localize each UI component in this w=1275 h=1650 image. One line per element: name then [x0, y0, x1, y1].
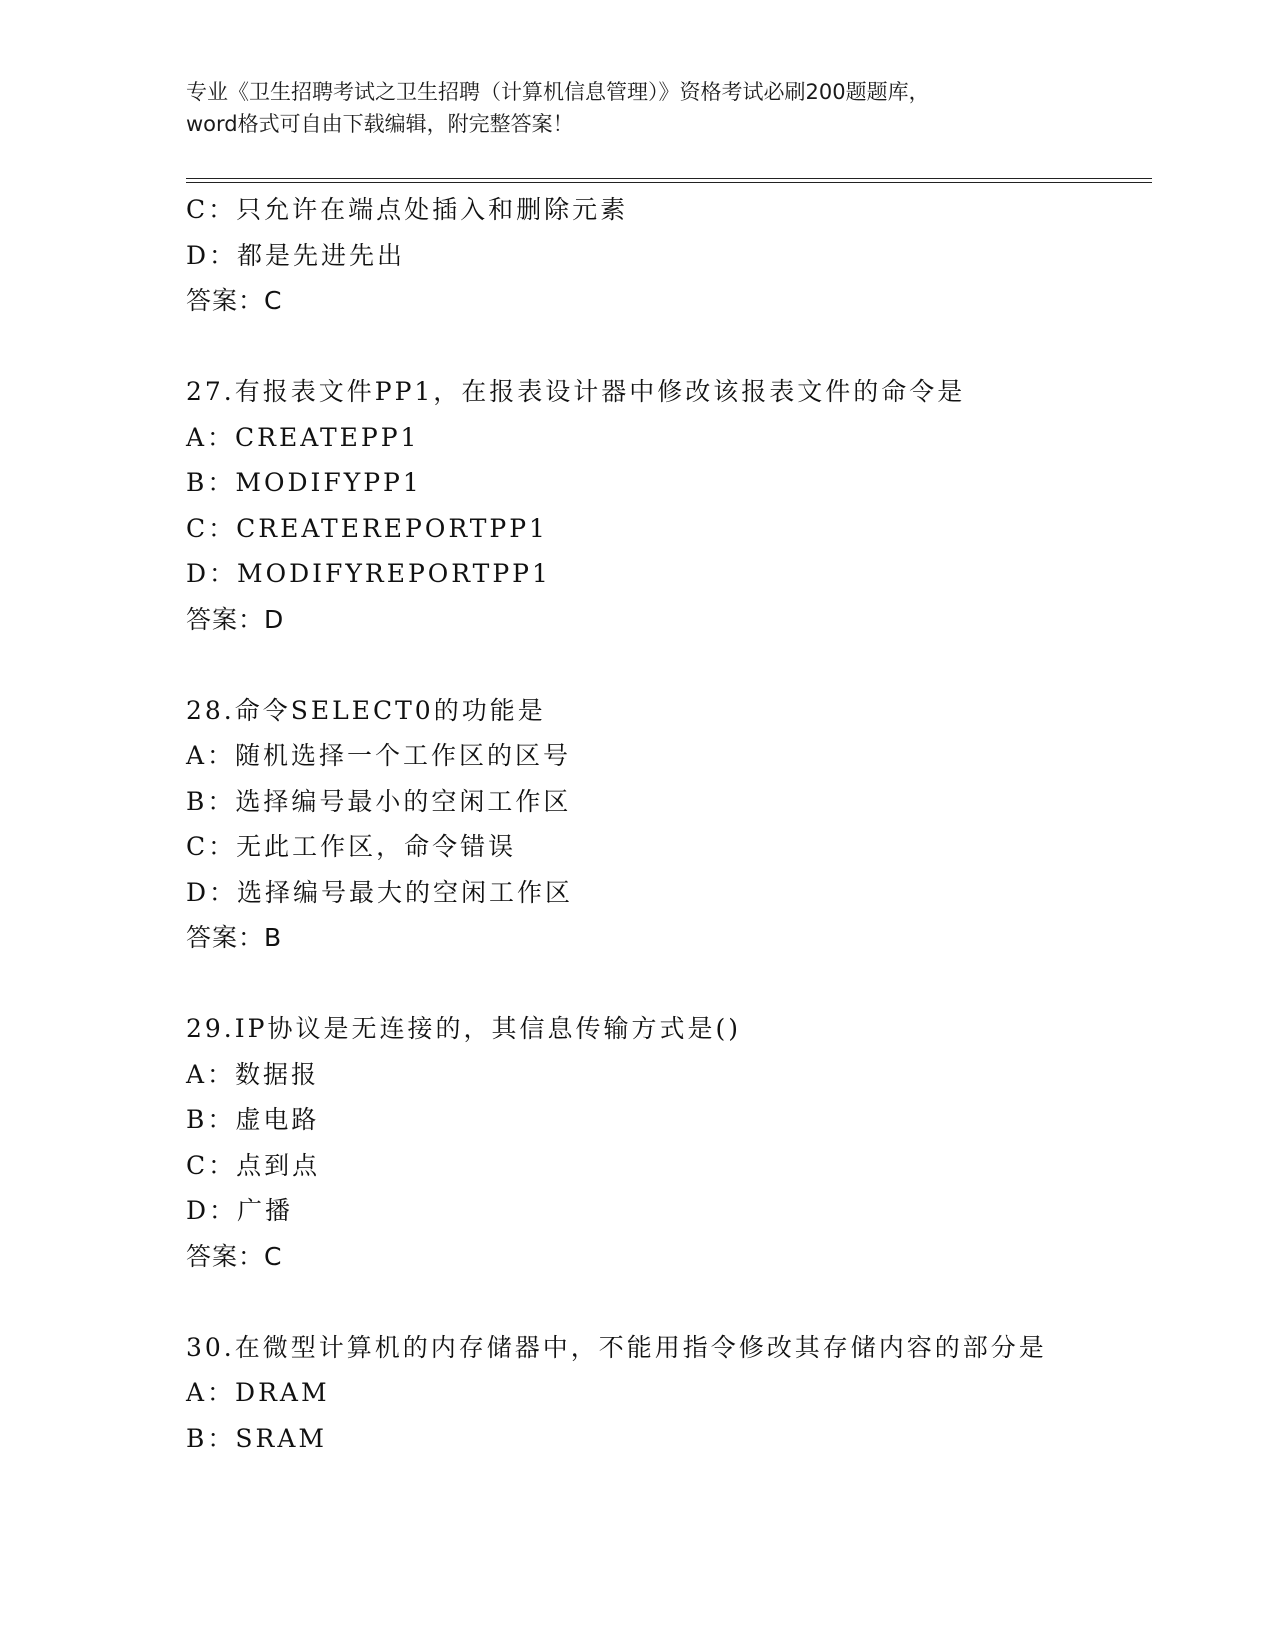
document-header — [186, 76, 1086, 140]
header-title-line-1: 专业《卫生招聘考试之卫生招聘（计算机信息管理）》资格考试必刷200题题库， — [186, 80, 930, 104]
answer-line: 答案：D — [186, 604, 285, 634]
option-d: D：选择编号最大的空闲工作区 — [186, 877, 574, 907]
question-block-28 — [186, 688, 1146, 961]
answer-line: 答案：C — [186, 1241, 283, 1271]
question-block-27 — [186, 369, 1146, 642]
header-divider-top — [186, 178, 1152, 179]
answer-line: 答案：B — [186, 923, 283, 952]
option-c: C：只允许在端点处插入和删除元素 — [186, 195, 629, 224]
question-stem: 28.命令SELECT0的功能是 — [186, 695, 546, 725]
option-a: A：CREATEPP1 — [186, 422, 420, 452]
option-c: C：无此工作区，命令错误 — [186, 832, 517, 861]
option-c: C：点到点 — [186, 1150, 321, 1180]
option-b: B：MODIFYPP1 — [186, 468, 422, 497]
question-stem: 30.在微型计算机的内存储器中，不能用指令修改其存储内容的部分是 — [186, 1332, 1047, 1362]
option-b: B：SRAM — [186, 1423, 327, 1453]
question-block-26 — [186, 187, 1146, 324]
spacer — [186, 961, 1146, 1007]
question-stem: 27.有报表文件PP1，在报表设计器中修改该报表文件的命令是 — [186, 377, 966, 406]
option-d: D：MODIFYREPORTPP1 — [186, 559, 551, 588]
spacer — [186, 642, 1146, 688]
option-d: D：广播 — [186, 1196, 294, 1225]
option-b: B：选择编号最小的空闲工作区 — [186, 786, 572, 816]
question-stem: 29.IP协议是无连接的，其信息传输方式是() — [186, 1014, 741, 1043]
header-divider-bottom — [186, 182, 1152, 183]
spacer — [186, 324, 1146, 370]
option-a: A：DRAM — [186, 1378, 330, 1407]
option-d: D：都是先进先出 — [186, 240, 406, 270]
option-a: A：随机选择一个工作区的区号 — [186, 741, 572, 770]
spacer — [186, 1279, 1146, 1325]
answer-line: 答案：C — [186, 286, 283, 315]
option-c: C：CREATEREPORTPP1 — [186, 513, 548, 543]
question-block-30 — [186, 1325, 1146, 1462]
question-block-29 — [186, 1006, 1146, 1279]
option-b: B：虚电路 — [186, 1105, 320, 1134]
header-title-line-2: word格式可自由下载编辑，附完整答案！ — [186, 112, 574, 136]
question-list — [186, 187, 1146, 1461]
option-a: A：数据报 — [186, 1059, 320, 1089]
